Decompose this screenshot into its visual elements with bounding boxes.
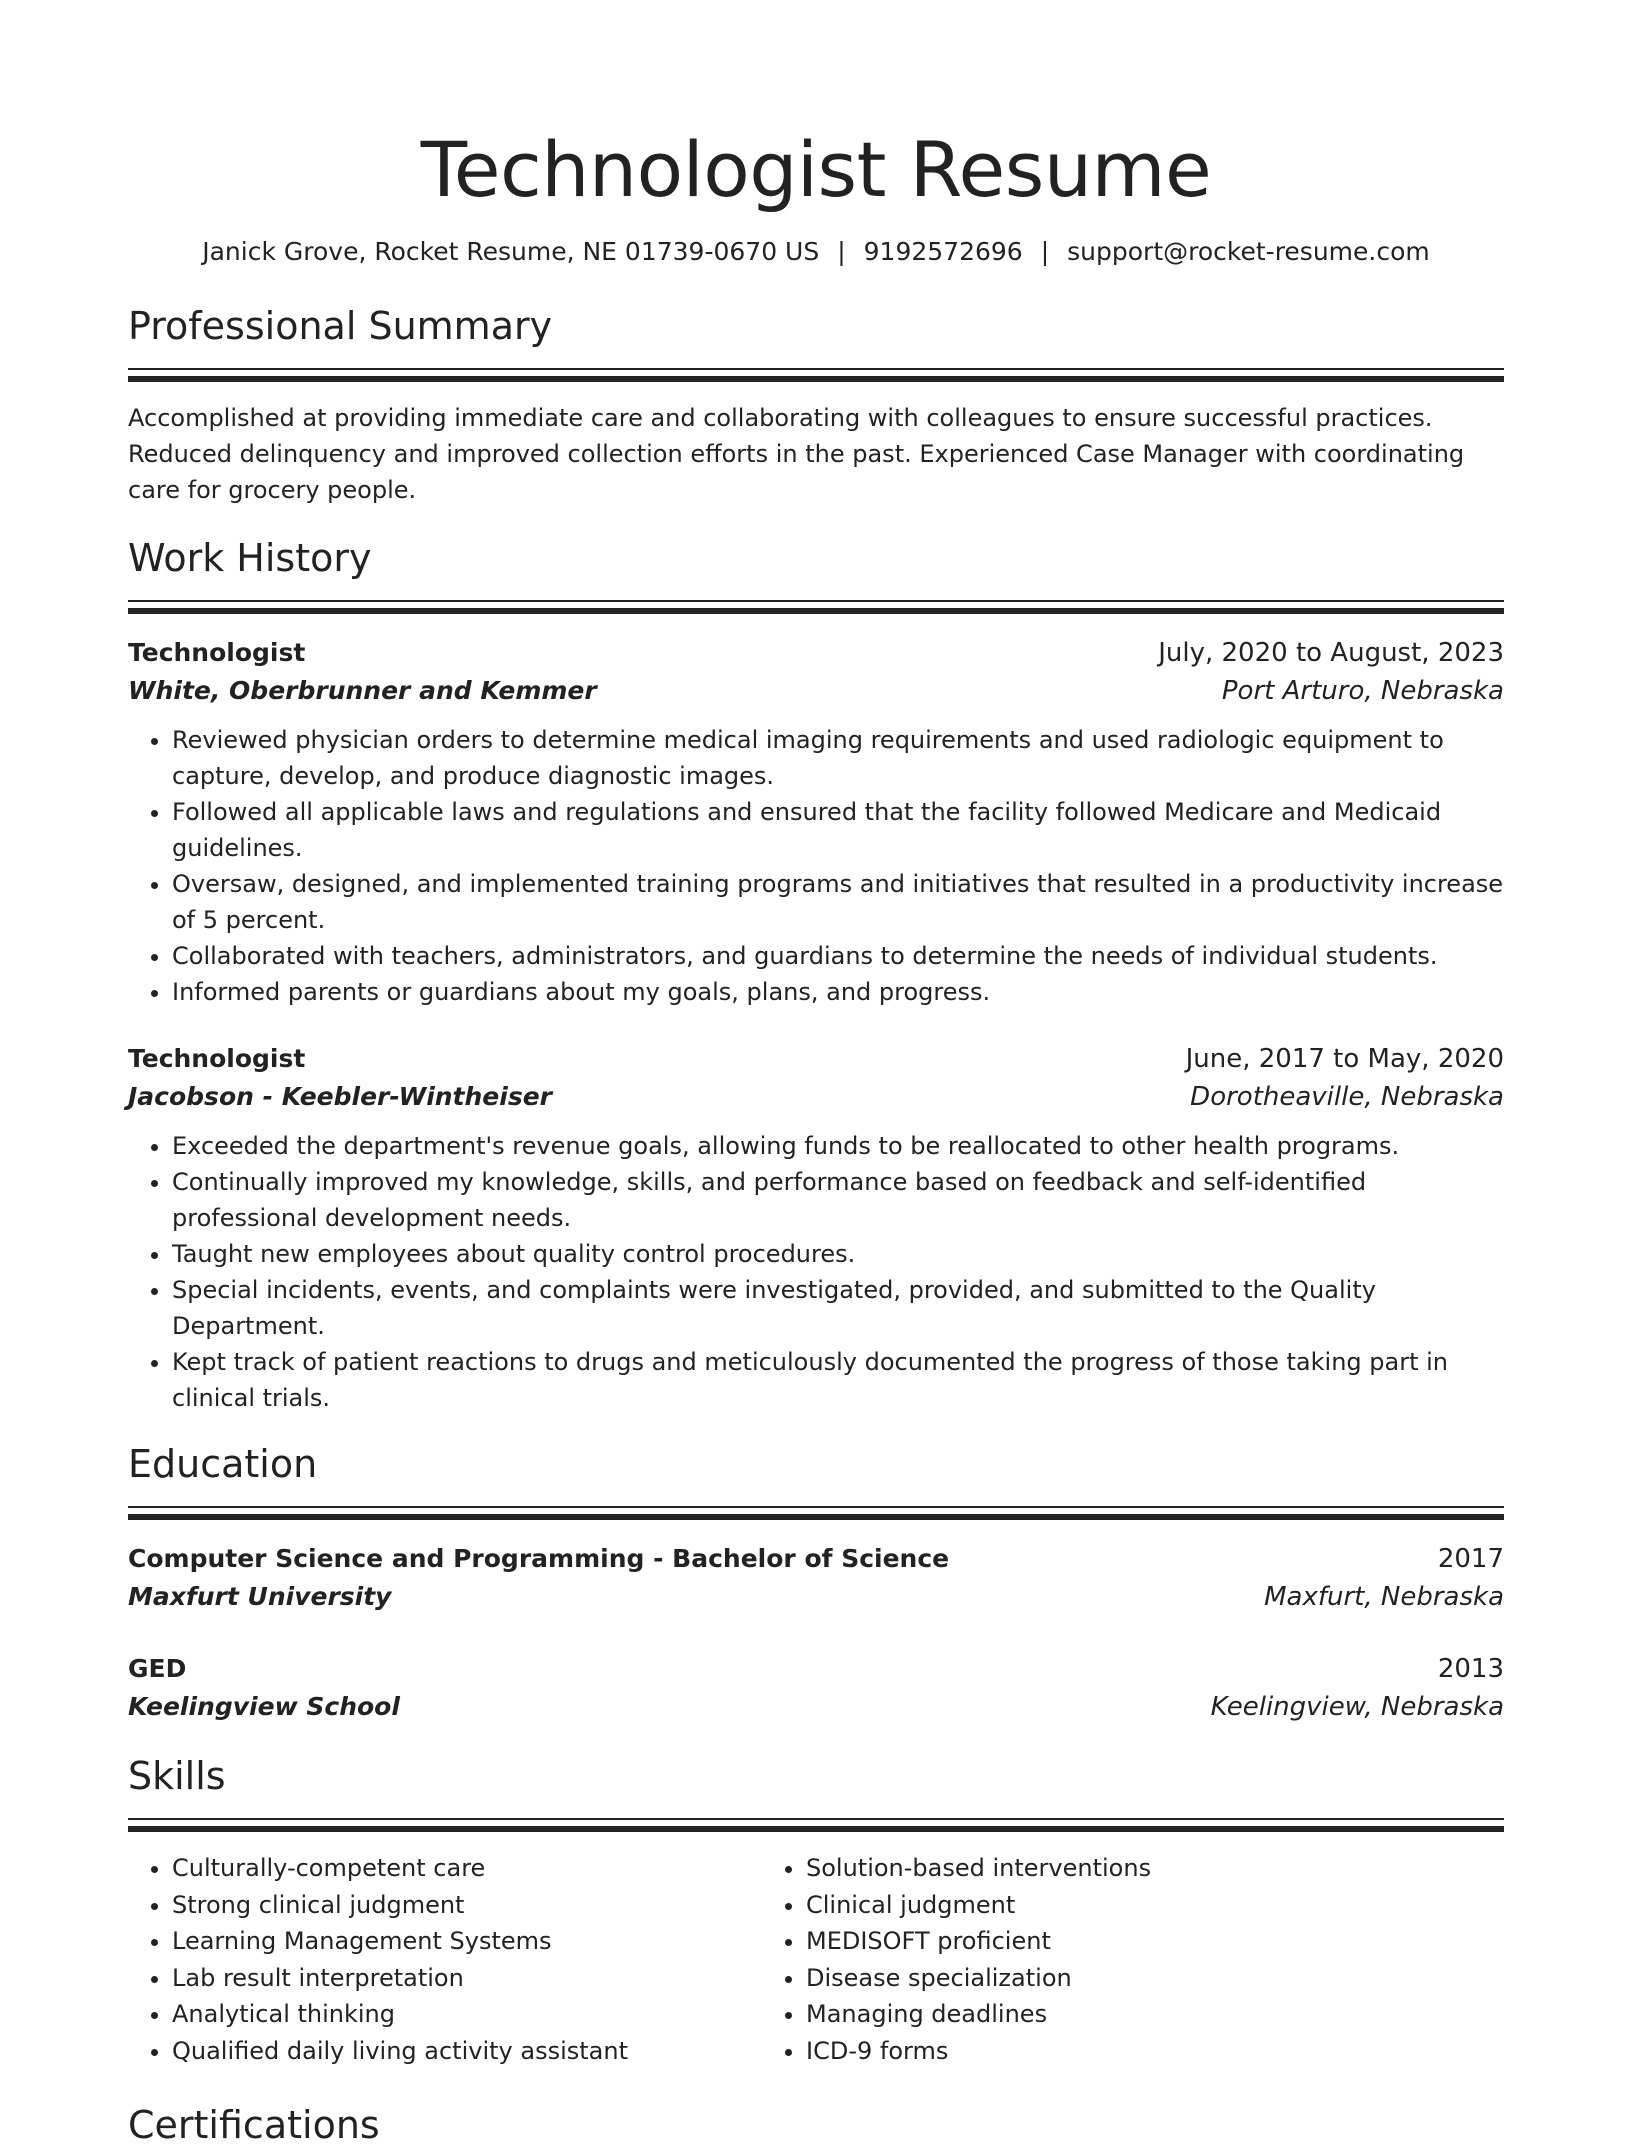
education-degree: Computer Science and Programming - Bachelor of Science bbox=[128, 1544, 950, 1573]
contact-separator: | bbox=[837, 237, 846, 266]
summary-text: Accomplished at providing immediate care and collaborating with colleagues to ensure successful practices. Reduced delinquency and improved collection efforts in the past. Experienced Case Manager with coordinating care for grocery people. bbox=[128, 404, 1465, 504]
education-entry bbox=[128, 1540, 1504, 1616]
list-item: • Followed all applicable laws and regulations and ensured that the facility followed Medicare and Medicaid guidelines. bbox=[172, 794, 1504, 866]
list-item: • Strong clinical judgment bbox=[172, 1887, 762, 1924]
job-entry bbox=[128, 1040, 1504, 1416]
education-subheader bbox=[128, 1578, 1504, 1616]
skills-columns bbox=[128, 1850, 1504, 2069]
list-item: • Collaborated with teachers, administrators, and guardians to determine the needs of individual students. bbox=[172, 938, 1504, 974]
list-item: • Oversaw, designed, and implemented training programs and initiatives that resulted in a productivity increase of 5 percent. bbox=[172, 866, 1504, 938]
job-subheader bbox=[128, 672, 1504, 710]
skills-list-right bbox=[762, 1850, 1396, 2069]
section-certifications bbox=[128, 2099, 1504, 2151]
education-year: 2013 bbox=[1437, 1654, 1504, 1684]
section-heading-certifications: Certifications bbox=[128, 2103, 380, 2147]
contact-email: support@rocket-resume.com bbox=[1067, 237, 1430, 266]
job-subheader bbox=[128, 1078, 1504, 1116]
list-item: • MEDISOFT proficient bbox=[806, 1923, 1396, 1960]
resume-page bbox=[128, 0, 1504, 2151]
list-item: • Culturally-competent care bbox=[172, 1850, 762, 1887]
job-company: White, Oberbrunner and Kemmer bbox=[128, 676, 597, 705]
list-item: • Special incidents, events, and complaints were investigated, provided, and submitted to the Quality Department. bbox=[172, 1272, 1504, 1344]
job-dates: July, 2020 to August, 2023 bbox=[1158, 638, 1504, 668]
list-item: • Exceeded the department's revenue goals, allowing funds to be reallocated to other health programs. bbox=[172, 1128, 1504, 1164]
section-heading-work: Work History bbox=[128, 536, 372, 580]
list-item: • ICD-9 forms bbox=[806, 2033, 1396, 2070]
job-title: Technologist bbox=[128, 638, 306, 667]
section-skills bbox=[128, 1750, 1504, 2069]
section-divider bbox=[128, 1506, 1504, 1520]
list-item: • Disease specialization bbox=[806, 1960, 1396, 1997]
job-dates: June, 2017 to May, 2020 bbox=[1185, 1044, 1504, 1074]
section-summary bbox=[128, 300, 1504, 508]
education-school: Maxfurt University bbox=[128, 1582, 392, 1611]
education-header bbox=[128, 1540, 1504, 1578]
job-location: Dorotheaville, Nebraska bbox=[1190, 1082, 1504, 1112]
job-entry bbox=[128, 634, 1504, 1010]
list-item: • Analytical thinking bbox=[172, 1996, 762, 2033]
job-company: Jacobson - Keebler-Wintheiser bbox=[128, 1082, 552, 1111]
education-header bbox=[128, 1650, 1504, 1688]
section-work-history bbox=[128, 532, 1504, 1416]
section-education bbox=[128, 1438, 1504, 1726]
education-degree: GED bbox=[128, 1654, 187, 1683]
education-location: Maxfurt, Nebraska bbox=[1264, 1582, 1504, 1612]
education-year: 2017 bbox=[1437, 1544, 1504, 1574]
list-item: • Qualified daily living activity assistant bbox=[172, 2033, 762, 2070]
section-divider bbox=[128, 1818, 1504, 1832]
section-divider bbox=[128, 368, 1504, 382]
section-heading-skills: Skills bbox=[128, 1754, 226, 1798]
education-entry bbox=[128, 1650, 1504, 1726]
education-school: Keelingview School bbox=[128, 1692, 400, 1721]
job-title: Technologist bbox=[128, 1044, 306, 1073]
list-item: • Continually improved my knowledge, skills, and performance based on feedback and self-identified professional development needs. bbox=[172, 1164, 1504, 1236]
contact-address: Janick Grove, Rocket Resume, NE 01739-0670 US bbox=[202, 237, 820, 266]
job-header bbox=[128, 634, 1504, 672]
section-heading-summary: Professional Summary bbox=[128, 304, 553, 348]
contact-phone: 9192572696 bbox=[863, 237, 1023, 266]
job-bullets bbox=[128, 722, 1504, 1010]
section-divider bbox=[128, 600, 1504, 614]
list-item: • Lab result interpretation bbox=[172, 1960, 762, 1997]
list-item: • Informed parents or guardians about my goals, plans, and progress. bbox=[172, 974, 1504, 1010]
list-item: • Managing deadlines bbox=[806, 1996, 1396, 2033]
page-title: Technologist Resume bbox=[420, 125, 1212, 214]
list-item: • Learning Management Systems bbox=[172, 1923, 762, 1960]
list-item: • Kept track of patient reactions to drugs and meticulously documented the progress of those taking part in clinical trials. bbox=[172, 1344, 1504, 1416]
list-item: • Reviewed physician orders to determine medical imaging requirements and used radiologic equipment to capture, develop, and produce diagnostic images. bbox=[172, 722, 1504, 794]
education-subheader bbox=[128, 1688, 1504, 1726]
list-item: • Clinical judgment bbox=[806, 1887, 1396, 1924]
job-location: Port Arturo, Nebraska bbox=[1221, 676, 1504, 706]
list-item: • Solution-based interventions bbox=[806, 1850, 1396, 1887]
section-heading-education: Education bbox=[128, 1442, 318, 1486]
contact-line bbox=[128, 234, 1504, 270]
list-item: • Taught new employees about quality control procedures. bbox=[172, 1236, 1504, 1272]
education-location: Keelingview, Nebraska bbox=[1210, 1692, 1504, 1722]
skills-list-left bbox=[128, 1850, 762, 2069]
job-bullets bbox=[128, 1128, 1504, 1416]
contact-separator: | bbox=[1040, 237, 1050, 266]
job-header bbox=[128, 1040, 1504, 1078]
